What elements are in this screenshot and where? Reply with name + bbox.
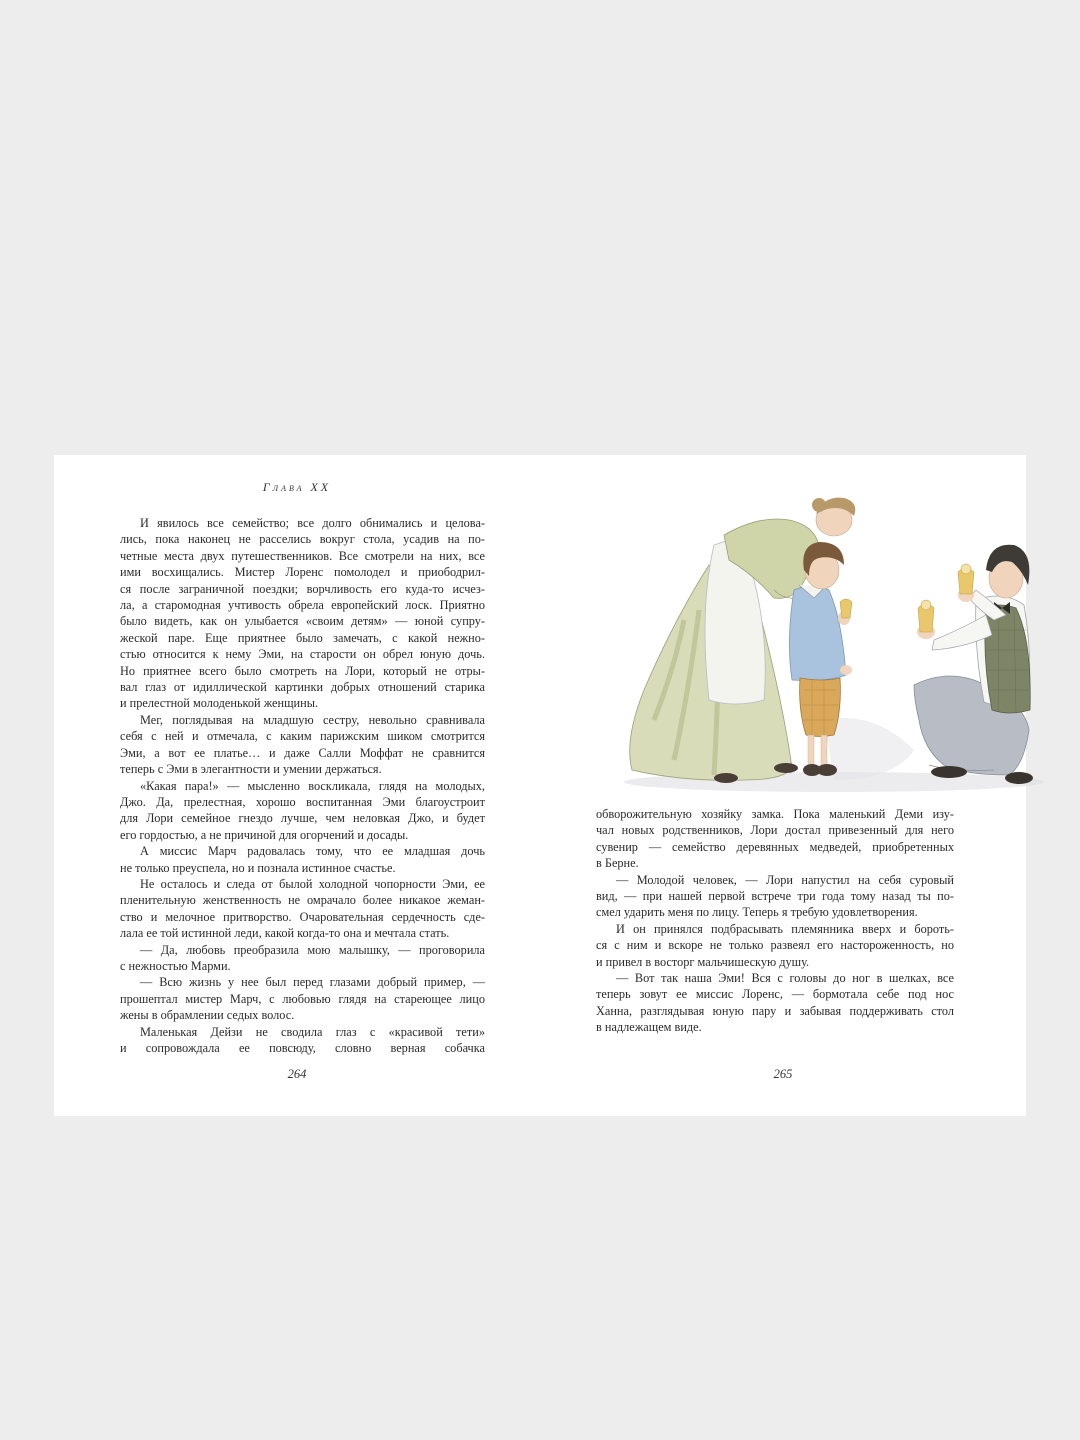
paragraph — [120, 843, 485, 876]
right-page — [540, 455, 1026, 1116]
paragraph — [120, 778, 485, 844]
text-line: жены в обрамлении седых волос. — [120, 1008, 295, 1023]
right-page-text — [596, 806, 954, 1036]
text-line: прошептал мистер Марч, с любовью глядя на стареющее лицо — [120, 991, 485, 1006]
page-number-right: 265 — [773, 1067, 793, 1081]
paragraph — [120, 712, 485, 778]
text-line: и прелестной молоденькой женщины. — [120, 696, 319, 711]
text-line: — Да, любовь преобразила мою малышку, — проговорила — [140, 942, 485, 957]
paragraph — [120, 942, 485, 975]
text-line: — Вот так наша Эми! Вся с головы до ног в шелках, все — [616, 971, 954, 986]
paragraph — [120, 1024, 485, 1057]
text-line: лала ее той истинной леди, какой когда-то она и мечтала стать. — [120, 926, 450, 941]
left-page-text — [120, 515, 485, 1056]
illustration — [614, 490, 1054, 800]
text-line: обворожительную хозяйку замка. Пока маленький Деми изу- — [596, 807, 954, 821]
paragraph — [596, 921, 954, 970]
book-spread — [54, 455, 1026, 1116]
text-line: с нежностью Марми. — [120, 958, 231, 973]
text-line: и привел в восторг мальчишескую душу. — [596, 954, 810, 969]
paragraph — [120, 974, 485, 1023]
text-line: сувенир — семейство деревянных медведей, приобретенных — [596, 839, 954, 854]
paragraph — [596, 970, 954, 1036]
text-line: Ханна, разглядывая юную пару и забывая поддерживать стол — [596, 1003, 954, 1018]
text-line: не только преуспела, но и познала истинное счастье. — [120, 860, 396, 875]
man-figure — [914, 545, 1033, 784]
text-line: ство и мелочное притворство. Очаровательная сердечность сде- — [120, 909, 485, 924]
text-line: Маленькая Дейзи не сводила глаз с «красивой тети» — [140, 1024, 485, 1039]
text-line: ла, а старомодная учтивость обрела европейский лоск. Приятно — [120, 598, 485, 613]
text-line: в надлежащем виде. — [596, 1020, 702, 1035]
text-line: И он принялся подбрасывать племянника вверх и бороть- — [616, 921, 954, 936]
text-line: А миссис Марч радовалась тому, что ее младшая дочь — [140, 844, 485, 859]
text-line: было видеть, как он улыбается «своим детям» — юной супру- — [120, 614, 485, 629]
text-line: — Всю жизнь у нее был перед глазами добрый пример, — — [140, 975, 485, 990]
left-page — [54, 455, 540, 1116]
text-line: теперь с Эми в элегантности и умении держаться. — [120, 762, 382, 777]
text-line: в Берне. — [596, 856, 639, 871]
text-line: — Молодой человек, — Лори напустил на себя суровый — [616, 872, 954, 887]
text-line: чал новых родственников, Лори достал привезенный для него — [596, 823, 954, 838]
running-head: Глава XX — [262, 480, 332, 494]
page-number-left: 264 — [287, 1067, 307, 1081]
paragraph — [596, 872, 954, 921]
text-line: «Какая пара!» — мысленно воскликала, глядя на молодых, — [140, 778, 485, 793]
text-line: ся после заграничной поездки; ворчливость его куда-то исчез- — [120, 581, 485, 596]
paragraph — [120, 515, 485, 712]
text-line: смел ударить меня по лицу. Теперь я требую удовлетворения. — [596, 905, 918, 920]
text-line: себя с ней и отмечала, с каким парижским шиком смотрится — [120, 729, 485, 744]
text-line: стью относится к нему Эми, на старости он обрел юную дочь. — [120, 647, 485, 662]
text-line: И явилось все семейство; все долго обнимались и целова- — [140, 516, 485, 530]
text-line: Не осталось и следа от былой холодной чопорности Эми, ее — [140, 876, 485, 891]
paragraph — [596, 806, 954, 872]
text-line: лись, пока наконец не расселись вокруг стола, усадив на по- — [120, 532, 485, 547]
text-line: ся с ним и вскоре не только развеял его настороженность, но — [596, 938, 954, 953]
text-line: четные места двух путешественников. Все смотрели на них, все — [120, 548, 485, 563]
text-line: Джо. Да, прелестная, хорошо воспитанная Эми благоустроит — [120, 794, 485, 809]
text-line: теперь зовут ее миссис Лоренс, — бормотала себе под нос — [596, 987, 954, 1002]
text-line: для Лори семейное гнездо лучше, чем неловкая Джо, и будет — [120, 811, 485, 826]
text-line: Эми, а вот ее платье… и даже Салли Моффат не сравнится — [120, 745, 485, 760]
text-line: вид, — при нашей первой встрече три года тому назад ты по- — [596, 889, 954, 904]
text-line: вал глаз от идиллической картинки добрых отношений старика — [120, 680, 485, 695]
text-line: жеской паре. Еще приятнее было замечать, с какой нежно- — [120, 630, 485, 645]
text-line: Но приятнее всего было смотреть на Лори, который не отры- — [120, 663, 485, 678]
text-line: и сопровождала ее повсюду, словно верная собачка — [120, 1041, 485, 1055]
text-line: его гордостью, а не причиной для огорчений и досады. — [120, 827, 409, 842]
paragraph — [120, 876, 485, 942]
text-line: пленительную женственность не омрачало более никакое жеман- — [120, 893, 485, 908]
text-line: ими восхищались. Мистер Лоренс помолодел и приободрил- — [120, 565, 485, 580]
text-line: Мег, поглядывая на младшую сестру, невольно сравнивала — [140, 712, 485, 727]
